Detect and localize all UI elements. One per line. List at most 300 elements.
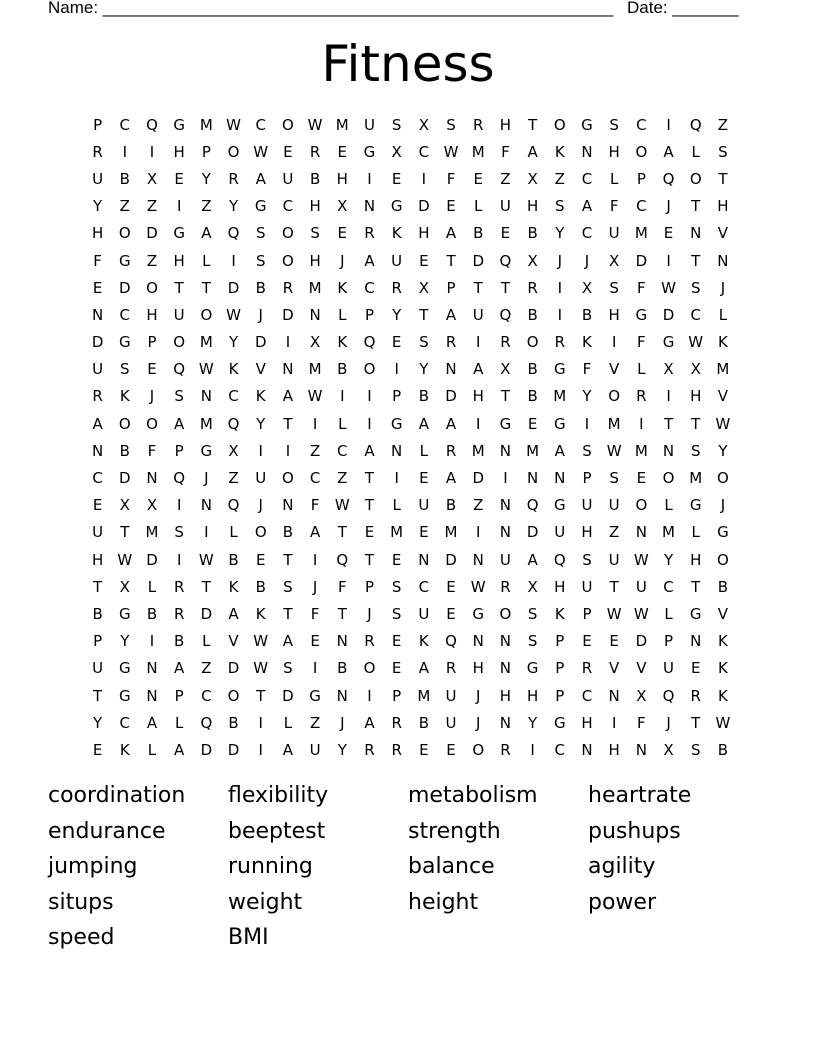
grid-letter: I — [312, 659, 318, 678]
grid-letter: D — [146, 224, 158, 243]
grid-letter: Z — [309, 441, 321, 460]
grid-letter: E — [446, 197, 456, 216]
grid-letter: H — [146, 305, 158, 324]
grid-letter: S — [582, 550, 592, 569]
grid-letter: G — [200, 441, 213, 460]
grid-letter: K — [717, 659, 728, 678]
grid-letter: B — [473, 224, 484, 243]
grid-letter: W — [198, 550, 214, 569]
grid-letter: R — [364, 224, 375, 243]
grid-letter: G — [173, 224, 185, 243]
grid-letter: D — [472, 469, 484, 488]
grid-letter: O — [662, 469, 675, 488]
grid-letter: H — [173, 251, 185, 270]
grid-letter: R — [445, 441, 457, 460]
grid-letter: I — [176, 197, 182, 216]
grid-letter: W — [226, 115, 241, 134]
grid-letter: M — [689, 469, 703, 488]
grid-letter: I — [503, 469, 508, 488]
grid-letter: I — [666, 387, 671, 406]
grid-letter: S — [555, 197, 565, 216]
grid-letter: O — [363, 360, 376, 379]
grid-letter: D — [662, 305, 675, 324]
grid-letter: A — [581, 197, 593, 216]
grid-letter: X — [690, 360, 701, 379]
grid-letter: I — [557, 305, 562, 324]
grid-letter: B — [255, 278, 266, 297]
word-list-item: strength — [408, 818, 501, 844]
grid-letter: I — [122, 142, 127, 161]
grid-letter: H — [499, 686, 512, 705]
grid-letter: U — [581, 496, 593, 515]
grid-letter: N — [499, 632, 512, 651]
grid-letter: K — [228, 360, 239, 379]
grid-letter: W — [661, 278, 676, 297]
grid-letter: D — [227, 659, 240, 678]
grid-letter: R — [500, 333, 511, 352]
grid-letter: M — [526, 441, 540, 460]
grid-letter: C — [581, 686, 593, 705]
grid-letter: Y — [582, 387, 592, 406]
grid-letter: T — [120, 523, 130, 542]
grid-letter: H — [717, 197, 729, 216]
grid-letter: A — [445, 414, 457, 433]
grid-letter: N — [635, 740, 647, 759]
grid-letter: I — [231, 251, 236, 270]
grid-letter: S — [255, 251, 266, 270]
grid-letter: G — [118, 604, 131, 623]
grid-letter: I — [149, 142, 155, 161]
word-list-item: beeptest — [228, 818, 326, 844]
grid-letter: A — [174, 414, 185, 433]
grid-letter: T — [419, 305, 429, 324]
grid-letter: U — [418, 604, 430, 623]
grid-letter: R — [282, 278, 294, 297]
grid-letter: G — [118, 686, 131, 705]
grid-letter: P — [636, 169, 646, 188]
grid-letter: F — [147, 441, 157, 460]
word-list-item: height — [408, 889, 479, 915]
grid-letter: O — [282, 115, 294, 134]
grid-letter: K — [255, 387, 266, 406]
grid-letter: T — [256, 686, 266, 705]
grid-letter: E — [582, 632, 592, 651]
grid-letter: K — [717, 333, 728, 352]
grid-letter: I — [258, 740, 263, 759]
grid-letter: J — [476, 686, 481, 705]
grid-letter: P — [174, 441, 184, 460]
grid-letter: P — [664, 632, 674, 651]
grid-letter: Q — [363, 333, 376, 352]
grid-letter: M — [553, 387, 567, 406]
grid-letter: B — [418, 387, 429, 406]
grid-letter: X — [527, 577, 538, 596]
grid-letter: Q — [227, 414, 240, 433]
grid-letter: R — [636, 387, 647, 406]
grid-letter: B — [337, 360, 348, 379]
grid-letter: J — [149, 387, 155, 406]
grid-letter: W — [307, 387, 323, 406]
grid-letter: A — [174, 659, 185, 678]
grid-letter: E — [419, 523, 429, 542]
grid-letter: Q — [173, 360, 186, 379]
grid-letter: X — [581, 278, 593, 297]
grid-letter: M — [607, 414, 621, 433]
grid-letter: U — [418, 496, 430, 515]
grid-letter: U — [472, 305, 484, 324]
grid-letter: O — [282, 251, 294, 270]
grid-letter: E — [636, 469, 647, 488]
grid-letter: T — [364, 469, 375, 488]
grid-letter: T — [364, 496, 375, 515]
grid-letter: K — [119, 387, 130, 406]
grid-letter: W — [633, 604, 649, 623]
grid-letter: G — [689, 496, 702, 515]
grid-letter: I — [476, 414, 481, 433]
grid-letter: A — [527, 550, 538, 569]
grid-letter: O — [118, 224, 131, 243]
grid-letter: E — [147, 360, 157, 379]
grid-letter: O — [173, 333, 186, 352]
grid-letter: P — [364, 577, 374, 596]
grid-letter: S — [174, 387, 184, 406]
grid-letter: E — [391, 333, 402, 352]
word-list — [48, 778, 768, 956]
grid-letter: S — [446, 115, 456, 134]
grid-letter: Z — [609, 523, 620, 542]
grid-letter: S — [609, 469, 619, 488]
grid-letter: X — [119, 577, 130, 596]
grid-letter: R — [391, 278, 402, 297]
grid-letter: T — [337, 523, 347, 542]
grid-letter: O — [472, 740, 485, 759]
grid-letter: N — [91, 441, 104, 460]
grid-letter: B — [228, 713, 239, 732]
grid-letter: S — [120, 360, 130, 379]
grid-letter: A — [255, 169, 266, 188]
grid-letter: L — [637, 360, 646, 379]
grid-letter: M — [471, 441, 485, 460]
grid-letter: P — [446, 278, 456, 297]
grid-letter: V — [255, 360, 266, 379]
grid-letter: F — [446, 169, 456, 188]
grid-letter: H — [690, 550, 702, 569]
grid-letter: G — [173, 115, 185, 134]
grid-letter: L — [229, 523, 238, 542]
grid-letter: C — [337, 441, 348, 460]
grid-letter: X — [337, 197, 348, 216]
grid-letter: N — [581, 142, 593, 161]
grid-letter: P — [93, 115, 103, 134]
grid-letter: E — [609, 632, 619, 651]
grid-letter: H — [418, 224, 430, 243]
grid-letter: R — [173, 577, 185, 596]
grid-letter: D — [472, 251, 484, 270]
grid-letter: M — [335, 115, 349, 134]
grid-letter: J — [666, 713, 671, 732]
grid-letter: P — [147, 333, 157, 352]
grid-letter: X — [146, 169, 158, 188]
grid-letter: R — [309, 142, 321, 161]
grid-letter: S — [527, 632, 538, 651]
grid-letter: N — [499, 523, 512, 542]
word-list-item: agility — [588, 854, 656, 879]
grid-letter: W — [715, 713, 731, 732]
grid-letter: E — [663, 224, 674, 243]
grid-letter: P — [174, 686, 184, 705]
grid-letter: N — [472, 550, 484, 569]
grid-letter: N — [391, 441, 403, 460]
grid-letter: L — [664, 496, 673, 515]
grid-letter: N — [336, 686, 348, 705]
grid-letter: B — [92, 604, 103, 623]
grid-letter: D — [418, 197, 430, 216]
grid-letter: M — [471, 142, 485, 161]
grid-letter: F — [609, 197, 619, 216]
grid-letter: T — [283, 414, 293, 433]
grid-letter: V — [717, 387, 729, 406]
grid-letter: X — [146, 496, 158, 515]
grid-letter: K — [255, 604, 266, 623]
grid-letter: I — [367, 169, 372, 188]
grid-letter: D — [254, 333, 267, 352]
grid-letter: B — [337, 659, 348, 678]
grid-letter: X — [418, 115, 429, 134]
grid-letter: H — [336, 169, 348, 188]
word-list-item: coordination — [48, 783, 186, 808]
grid-letter: Y — [93, 713, 103, 732]
grid-letter: S — [609, 115, 619, 134]
grid-letter: A — [364, 251, 375, 270]
grid-letter: T — [364, 550, 375, 569]
grid-letter: J — [340, 251, 345, 270]
grid-letter: N — [309, 305, 321, 324]
grid-letter: O — [254, 523, 267, 542]
grid-letter: R — [500, 740, 511, 759]
grid-letter: A — [201, 224, 212, 243]
grid-letter: T — [691, 577, 701, 596]
grid-letter: H — [608, 142, 620, 161]
grid-letter: K — [119, 740, 130, 759]
grid-letter: A — [228, 604, 239, 623]
grid-letter: M — [199, 333, 213, 352]
grid-letter: A — [364, 441, 375, 460]
grid-letter: I — [557, 278, 562, 297]
grid-letter: X — [119, 496, 130, 515]
grid-letter: Z — [119, 197, 130, 216]
grid-letter: Y — [256, 414, 266, 433]
grid-letter: J — [557, 251, 562, 270]
grid-letter: B — [717, 577, 729, 596]
grid-letter: T — [201, 577, 211, 596]
grid-letter: W — [606, 441, 622, 460]
grid-letter: O — [227, 686, 240, 705]
grid-letter: J — [720, 496, 726, 515]
grid-letter: H — [173, 142, 185, 161]
grid-letter: M — [308, 360, 322, 379]
word-list-item: flexibility — [228, 783, 329, 808]
word-search-grid — [84, 111, 737, 764]
grid-letter: D — [119, 469, 131, 488]
grid-letter: B — [581, 305, 593, 324]
grid-letter: I — [394, 360, 399, 379]
grid-letter: L — [664, 604, 673, 623]
grid-letter: Y — [718, 441, 728, 460]
grid-letter: B — [255, 577, 266, 596]
grid-letter: X — [309, 333, 321, 352]
grid-letter: H — [91, 550, 104, 569]
grid-letter: N — [554, 469, 566, 488]
word-list-item: heartrate — [588, 783, 692, 808]
grid-letter: E — [419, 740, 429, 759]
grid-letter: R — [527, 278, 538, 297]
grid-letter: C — [636, 197, 647, 216]
grid-letter: U — [608, 550, 620, 569]
grid-letter: Z — [717, 115, 729, 134]
grid-letter: L — [338, 305, 347, 324]
grid-letter: A — [554, 441, 565, 460]
grid-letter: K — [418, 632, 429, 651]
grid-letter: E — [473, 169, 483, 188]
grid-letter: P — [364, 305, 374, 324]
grid-letter: C — [663, 577, 674, 596]
grid-letter: T — [691, 713, 701, 732]
grid-letter: W — [226, 305, 241, 324]
grid-letter: K — [582, 333, 592, 352]
grid-letter: N — [200, 387, 212, 406]
grid-letter: G — [717, 523, 729, 542]
grid-letter: S — [391, 577, 402, 596]
grid-letter: K — [337, 278, 348, 297]
grid-letter: A — [282, 387, 294, 406]
grid-letter: G — [662, 333, 675, 352]
grid-letter: M — [444, 523, 458, 542]
grid-letter: K — [337, 333, 348, 352]
grid-letter: I — [530, 740, 535, 759]
grid-letter: D — [282, 305, 294, 324]
grid-letter: C — [418, 142, 430, 161]
grid-letter: L — [691, 142, 700, 161]
grid-letter: X — [663, 360, 674, 379]
grid-letter: E — [310, 632, 320, 651]
grid-letter: I — [666, 251, 671, 270]
grid-letter: O — [227, 142, 240, 161]
grid-letter: S — [310, 224, 320, 243]
grid-letter: G — [553, 713, 566, 732]
grid-letter: A — [418, 414, 429, 433]
grid-letter: U — [92, 523, 104, 542]
grid-letter: N — [91, 305, 104, 324]
grid-letter: O — [282, 224, 294, 243]
grid-letter: C — [690, 305, 701, 324]
grid-letter: I — [367, 414, 372, 433]
grid-letter: Y — [663, 550, 674, 569]
grid-letter: S — [718, 142, 728, 161]
grid-letter: P — [582, 604, 592, 623]
grid-letter: B — [527, 360, 538, 379]
grid-letter: L — [718, 305, 728, 324]
grid-letter: C — [119, 305, 131, 324]
grid-letter: C — [581, 224, 593, 243]
grid-letter: R — [391, 713, 402, 732]
grid-letter: Q — [689, 115, 702, 134]
grid-letter: L — [691, 523, 700, 542]
grid-letter: T — [473, 278, 483, 297]
grid-letter: G — [118, 659, 131, 678]
grid-letter: O — [635, 496, 648, 515]
name-field-label: Name: ______________________________________________________ — [48, 0, 614, 17]
grid-letter: T — [174, 278, 184, 297]
grid-letter: L — [392, 496, 401, 515]
grid-letter: W — [253, 142, 269, 161]
grid-letter: P — [93, 632, 103, 651]
grid-letter: H — [608, 740, 620, 759]
grid-letter: S — [690, 278, 701, 297]
grid-letter: G — [526, 659, 539, 678]
grid-letter: J — [258, 305, 263, 324]
grid-letter: N — [418, 550, 430, 569]
grid-letter: U — [309, 740, 321, 759]
grid-letter: U — [663, 659, 675, 678]
grid-letter: U — [173, 305, 185, 324]
grid-letter: E — [446, 740, 456, 759]
grid-letter: H — [499, 115, 512, 134]
word-list-item: weight — [228, 889, 303, 915]
grid-letter: Z — [146, 251, 158, 270]
grid-letter: I — [611, 713, 617, 732]
grid-letter: C — [581, 169, 593, 188]
grid-letter: Q — [227, 496, 240, 515]
grid-letter: B — [309, 169, 321, 188]
grid-letter: V — [228, 632, 239, 651]
grid-letter: E — [391, 659, 402, 678]
grid-letter: X — [418, 278, 429, 297]
grid-letter: B — [228, 550, 239, 569]
grid-letter: D — [635, 632, 648, 651]
grid-letter: E — [92, 496, 103, 515]
grid-letter: F — [637, 333, 646, 352]
grid-letter: I — [611, 333, 617, 352]
grid-letter: I — [394, 469, 399, 488]
grid-letter: I — [476, 333, 481, 352]
grid-letter: O — [146, 278, 158, 297]
grid-letter: Y — [419, 360, 429, 379]
grid-letter: J — [476, 713, 481, 732]
grid-letter: F — [310, 604, 320, 623]
grid-letter: P — [392, 686, 402, 705]
grid-letter: A — [663, 142, 674, 161]
grid-letter: X — [500, 360, 511, 379]
grid-letter: G — [553, 414, 566, 433]
grid-letter: R — [391, 740, 402, 759]
grid-letter: D — [445, 550, 457, 569]
grid-letter: N — [282, 496, 294, 515]
grid-letter: G — [553, 360, 566, 379]
grid-letter: M — [634, 224, 648, 243]
grid-letter: B — [119, 441, 130, 460]
grid-letter: R — [445, 333, 457, 352]
grid-letter: T — [500, 278, 510, 297]
word-list-item: situps — [48, 889, 114, 915]
grid-letter: P — [555, 632, 565, 651]
grid-letter: R — [500, 577, 511, 596]
grid-letter: D — [227, 278, 240, 297]
grid-letter: G — [499, 414, 512, 433]
grid-letter: H — [472, 659, 484, 678]
grid-letter: N — [662, 441, 675, 460]
grid-letter: S — [527, 604, 538, 623]
grid-letter: Q — [200, 713, 213, 732]
